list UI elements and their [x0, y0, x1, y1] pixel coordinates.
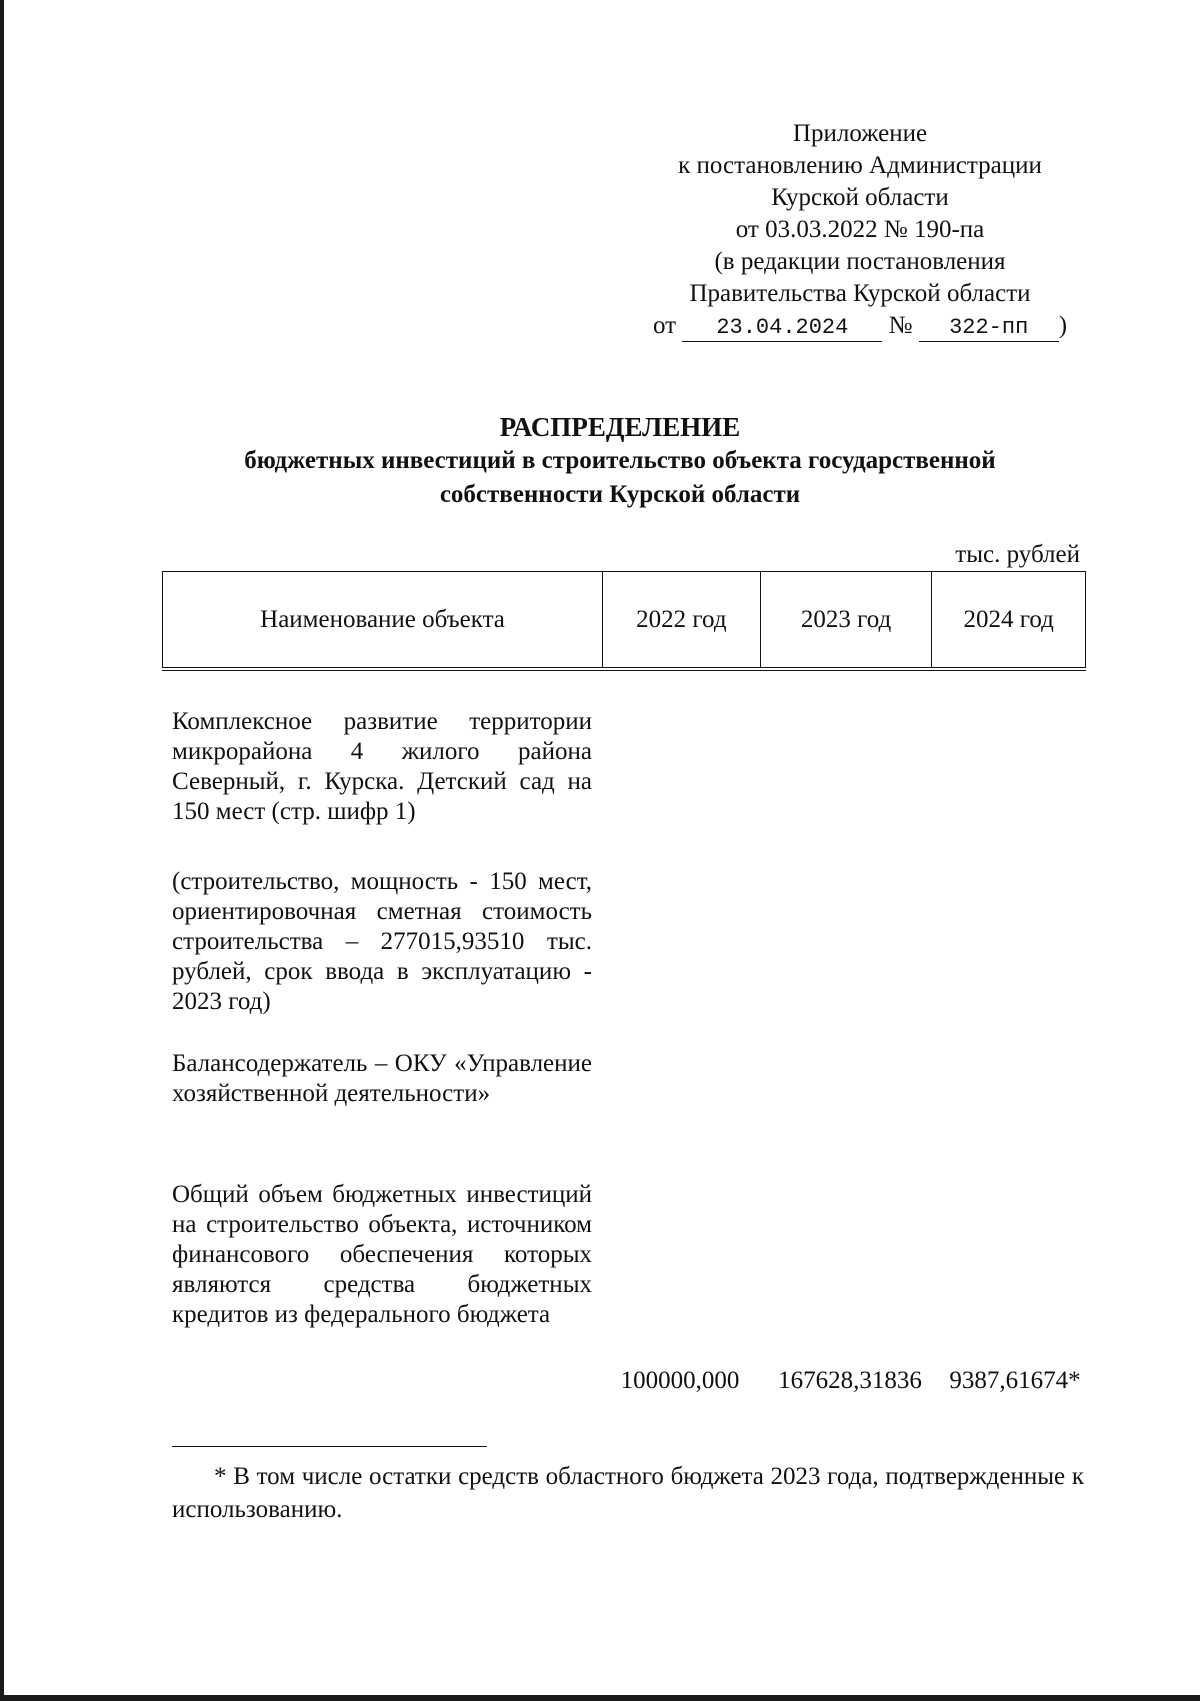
object-investment-volume: Общий объем бюджетных инвестиций на строительство объекта, источником финансового обеспечения которых являются средства бюджетных кредитов из федерального бюджета	[172, 1181, 592, 1328]
document-title	[150, 410, 1090, 512]
footnote: * В том числе остатки средств областного бюджета 2023 года, подтвержденные к использованию.	[172, 1463, 1084, 1523]
approval-amendment-line	[620, 310, 1100, 342]
title-subheading-2: собственности Курской области	[439, 481, 801, 508]
approval-line: от 03.03.2022 № 190-па	[735, 216, 985, 243]
table-header	[162, 571, 1086, 668]
title-heading: РАСПРЕДЕЛЕНИЕ	[499, 412, 741, 442]
amendment-date: 23.04.2024	[682, 315, 882, 342]
header-object-name: Наименование объекта	[260, 605, 505, 633]
footnote-rule	[172, 1446, 487, 1447]
value-2023: 167628,31836	[778, 1367, 922, 1394]
value-2024: 9387,61674*	[949, 1367, 1081, 1394]
amendment-number: 322-пп	[919, 315, 1059, 342]
object-construction-details: (строительство, мощность - 150 мест, ориентировочная сметная стоимость строительства – 277015,93510 тыс. рублей, срок ввода в эксплуатацию - 2023 год)	[172, 868, 592, 1015]
object-description: Комплексное развитие территории микрорайона 4 жилого района Северный, г. Курска. Детский сад на 150 мест (стр. шифр 1)	[172, 708, 592, 825]
approval-line: (в редакции постановления	[714, 248, 1006, 275]
approval-stamp	[620, 118, 1100, 342]
object-balance-holder: Балансодержатель – ОКУ «Управление хозяйственной деятельности»	[172, 1050, 592, 1107]
units-label: тыс. рублей	[955, 541, 1080, 568]
value-2022: 100000,000	[620, 1367, 740, 1394]
header-2024: 2024 год	[931, 572, 1085, 667]
approval-line: Приложение	[792, 120, 928, 147]
header-underline	[162, 670, 1086, 671]
approval-line: Правительства Курской области	[689, 280, 1031, 307]
header-2023: 2023 год	[760, 572, 932, 667]
close-paren: )	[1058, 312, 1068, 339]
scan-edge-left	[0, 0, 4, 1701]
title-subheading-1: бюджетных инвестиций в строительство объекта государственной	[244, 447, 996, 474]
from-label: от	[652, 312, 677, 339]
approval-line: Курской области	[771, 184, 949, 211]
number-label: №	[888, 312, 913, 339]
scan-edge-bottom	[0, 1695, 1200, 1701]
approval-line: к постановлению Администрации	[678, 152, 1042, 179]
header-2022: 2022 год	[602, 572, 760, 667]
